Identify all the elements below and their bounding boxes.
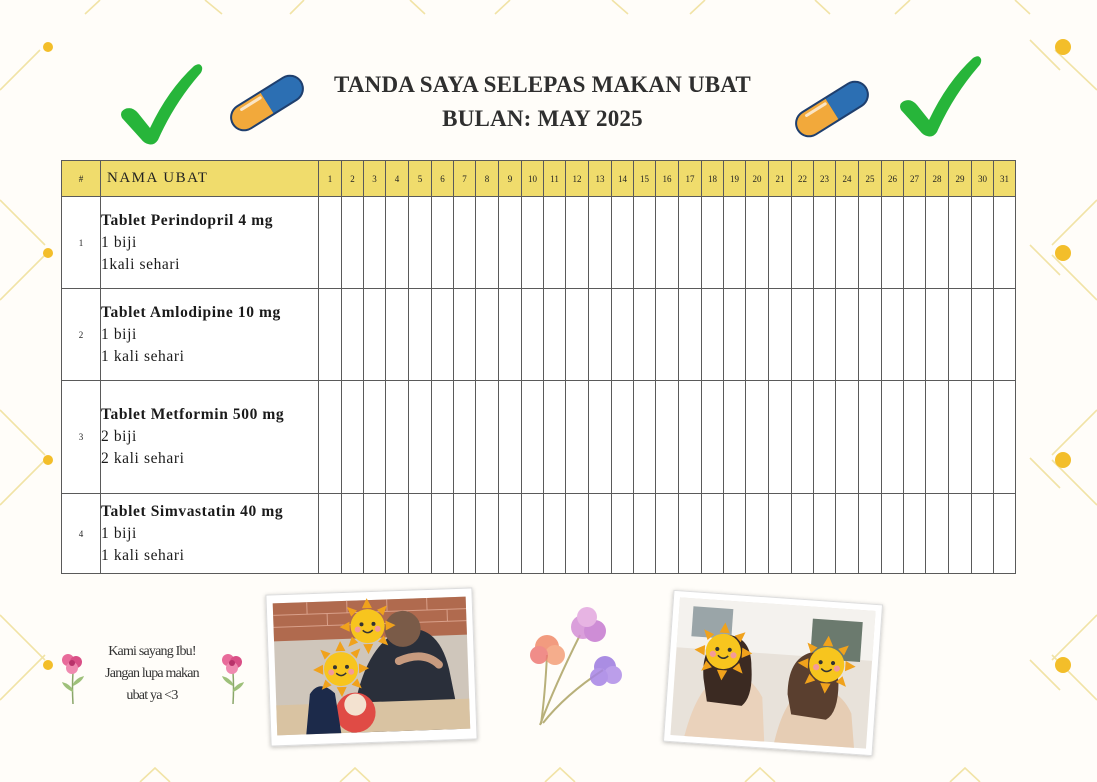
check-cell-day-3[interactable] xyxy=(364,494,386,574)
check-cell-day-17[interactable] xyxy=(679,494,702,574)
check-cell-day-25[interactable] xyxy=(859,197,882,289)
check-cell-day-13[interactable] xyxy=(589,289,612,381)
page-subtitle-month: BULAN: MAY 2025 xyxy=(442,106,643,131)
check-cell-day-20[interactable] xyxy=(746,381,769,494)
pill-capsule-icon xyxy=(787,76,877,142)
check-cell-day-3[interactable] xyxy=(364,289,386,381)
check-cell-day-30[interactable] xyxy=(972,494,994,574)
check-cell-day-31[interactable] xyxy=(994,289,1016,381)
check-cell-day-22[interactable] xyxy=(792,197,814,289)
check-cell-day-24[interactable] xyxy=(836,197,859,289)
check-cell-day-29[interactable] xyxy=(949,494,972,574)
check-cell-day-7[interactable] xyxy=(454,197,476,289)
check-cell-day-15[interactable] xyxy=(634,289,656,381)
check-cell-day-26[interactable] xyxy=(882,494,904,574)
check-cell-day-6[interactable] xyxy=(432,494,454,574)
medicine-dose: 1 biji xyxy=(101,524,137,542)
check-cell-day-30[interactable] xyxy=(972,289,994,381)
check-cell-day-18[interactable] xyxy=(702,381,724,494)
medicine-frequency: 1 kali sehari xyxy=(101,546,185,564)
check-cell-day-12[interactable] xyxy=(566,494,589,574)
check-cell-day-16[interactable] xyxy=(656,381,679,494)
header-day-19: 19 xyxy=(724,161,746,197)
check-cell-day-20[interactable] xyxy=(746,197,769,289)
check-cell-day-15[interactable] xyxy=(634,381,656,494)
check-cell-day-27[interactable] xyxy=(904,197,926,289)
check-cell-day-12[interactable] xyxy=(566,381,589,494)
header-day-25: 25 xyxy=(859,161,882,197)
check-cell-day-29[interactable] xyxy=(949,381,972,494)
check-cell-day-1[interactable] xyxy=(319,289,342,381)
check-cell-day-21[interactable] xyxy=(769,289,792,381)
check-cell-day-16[interactable] xyxy=(656,289,679,381)
header-day-4: 4 xyxy=(386,161,409,197)
check-cell-day-24[interactable] xyxy=(836,381,859,494)
check-cell-day-24[interactable] xyxy=(836,289,859,381)
header-day-29: 29 xyxy=(949,161,972,197)
medicine-frequency: 2 kali sehari xyxy=(101,450,185,467)
check-cell-day-28[interactable] xyxy=(926,197,949,289)
check-cell-day-14[interactable] xyxy=(612,197,634,289)
check-cell-day-23[interactable] xyxy=(814,381,836,494)
medicine-cell xyxy=(101,197,319,289)
check-cell-day-17[interactable] xyxy=(679,289,702,381)
medicine-frequency: 1kali sehari xyxy=(101,255,181,273)
check-cell-day-29[interactable] xyxy=(949,197,972,289)
flower-icon xyxy=(58,648,88,706)
check-cell-day-19[interactable] xyxy=(724,381,746,494)
header-day-2: 2 xyxy=(342,161,364,197)
check-cell-day-19[interactable] xyxy=(724,494,746,574)
check-cell-day-8[interactable] xyxy=(476,381,499,494)
check-cell-day-23[interactable] xyxy=(814,494,836,574)
header-day-18: 18 xyxy=(702,161,724,197)
check-cell-day-2[interactable] xyxy=(342,381,364,494)
check-cell-day-4[interactable] xyxy=(386,494,409,574)
check-cell-day-25[interactable] xyxy=(859,381,882,494)
check-cell-day-5[interactable] xyxy=(409,197,432,289)
header-day-5: 5 xyxy=(409,161,432,197)
check-cell-day-4[interactable] xyxy=(386,381,409,494)
check-cell-day-11[interactable] xyxy=(544,197,566,289)
check-cell-day-3[interactable] xyxy=(364,381,386,494)
check-cell-day-27[interactable] xyxy=(904,494,926,574)
flower-icon xyxy=(525,605,625,730)
medicine-name: Tablet Simvastatin 40 mg xyxy=(101,502,284,520)
family-photo-1 xyxy=(265,587,477,746)
check-cell-day-10[interactable] xyxy=(522,381,544,494)
check-cell-day-2[interactable] xyxy=(342,197,364,289)
sun-sticker-icon xyxy=(796,634,858,696)
header-day-23: 23 xyxy=(814,161,836,197)
check-cell-day-17[interactable] xyxy=(679,197,702,289)
family-photo-2 xyxy=(663,590,883,756)
check-cell-day-13[interactable] xyxy=(589,197,612,289)
header-day-16: 16 xyxy=(656,161,679,197)
check-cell-day-3[interactable] xyxy=(364,197,386,289)
medication-tracker-table xyxy=(61,160,1016,574)
header-day-21: 21 xyxy=(769,161,792,197)
check-cell-day-22[interactable] xyxy=(792,381,814,494)
medicine-dose: 1 biji xyxy=(101,233,137,251)
check-cell-day-21[interactable] xyxy=(769,494,792,574)
medicine-cell xyxy=(101,494,319,574)
check-cell-day-9[interactable] xyxy=(499,494,522,574)
check-cell-day-11[interactable] xyxy=(544,494,566,574)
sun-sticker-icon xyxy=(312,640,370,698)
check-cell-day-31[interactable] xyxy=(994,381,1016,494)
row-number: 3 xyxy=(62,381,101,494)
header-day-6: 6 xyxy=(432,161,454,197)
check-cell-day-22[interactable] xyxy=(792,494,814,574)
check-cell-day-10[interactable] xyxy=(522,494,544,574)
medicine-cell xyxy=(101,381,319,494)
header-number: # xyxy=(62,161,101,197)
check-cell-day-9[interactable] xyxy=(499,197,522,289)
check-cell-day-1[interactable] xyxy=(319,494,342,574)
header-day-20: 20 xyxy=(746,161,769,197)
check-cell-day-13[interactable] xyxy=(589,494,612,574)
check-cell-day-25[interactable] xyxy=(859,494,882,574)
check-cell-day-22[interactable] xyxy=(792,289,814,381)
check-cell-day-11[interactable] xyxy=(544,289,566,381)
header-day-13: 13 xyxy=(589,161,612,197)
check-cell-day-21[interactable] xyxy=(769,197,792,289)
check-cell-day-28[interactable] xyxy=(926,494,949,574)
check-cell-day-28[interactable] xyxy=(926,289,949,381)
check-cell-day-26[interactable] xyxy=(882,381,904,494)
check-cell-day-28[interactable] xyxy=(926,381,949,494)
header-day-27: 27 xyxy=(904,161,926,197)
medicine-dose: 1 biji xyxy=(101,325,137,343)
check-cell-day-14[interactable] xyxy=(612,289,634,381)
check-cell-day-11[interactable] xyxy=(544,381,566,494)
row-number: 1 xyxy=(62,197,101,289)
check-cell-day-7[interactable] xyxy=(454,289,476,381)
check-cell-day-16[interactable] xyxy=(656,197,679,289)
page-title: TANDA SAYA SELEPAS MAKAN UBAT xyxy=(334,72,751,97)
check-cell-day-19[interactable] xyxy=(724,197,746,289)
header-day-31: 31 xyxy=(994,161,1016,197)
header-day-1: 1 xyxy=(319,161,342,197)
medicine-dose: 2 biji xyxy=(101,428,137,445)
check-cell-day-1[interactable] xyxy=(319,381,342,494)
check-cell-day-2[interactable] xyxy=(342,289,364,381)
header-day-26: 26 xyxy=(882,161,904,197)
table-header-row xyxy=(62,161,1016,197)
medicine-name: Tablet Perindopril 4 mg xyxy=(101,211,274,229)
sun-sticker-icon xyxy=(692,621,754,683)
check-cell-day-5[interactable] xyxy=(409,494,432,574)
medicine-name: Tablet Amlodipine 10 mg xyxy=(101,303,281,321)
medicine-cell xyxy=(101,289,319,381)
check-cell-day-25[interactable] xyxy=(859,289,882,381)
check-cell-day-6[interactable] xyxy=(432,289,454,381)
header-day-17: 17 xyxy=(679,161,702,197)
check-cell-day-6[interactable] xyxy=(432,381,454,494)
header-day-12: 12 xyxy=(566,161,589,197)
check-cell-day-15[interactable] xyxy=(634,197,656,289)
check-cell-day-15[interactable] xyxy=(634,494,656,574)
check-cell-day-4[interactable] xyxy=(386,289,409,381)
check-cell-day-12[interactable] xyxy=(566,197,589,289)
header-day-14: 14 xyxy=(612,161,634,197)
check-cell-day-26[interactable] xyxy=(882,197,904,289)
check-cell-day-6[interactable] xyxy=(432,197,454,289)
note-line-3: ubat ya <3 xyxy=(126,688,178,703)
check-cell-day-14[interactable] xyxy=(612,494,634,574)
header-day-11: 11 xyxy=(544,161,566,197)
check-cell-day-8[interactable] xyxy=(476,289,499,381)
check-cell-day-8[interactable] xyxy=(476,494,499,574)
table-row xyxy=(62,197,1016,289)
row-number: 2 xyxy=(62,289,101,381)
row-number: 4 xyxy=(62,494,101,574)
check-cell-day-31[interactable] xyxy=(994,197,1016,289)
check-cell-day-20[interactable] xyxy=(746,289,769,381)
check-cell-day-31[interactable] xyxy=(994,494,1016,574)
check-cell-day-5[interactable] xyxy=(409,381,432,494)
check-cell-day-23[interactable] xyxy=(814,289,836,381)
check-cell-day-27[interactable] xyxy=(904,289,926,381)
check-cell-day-4[interactable] xyxy=(386,197,409,289)
check-cell-day-14[interactable] xyxy=(612,381,634,494)
check-cell-day-7[interactable] xyxy=(454,494,476,574)
table-row xyxy=(62,494,1016,574)
header-day-28: 28 xyxy=(926,161,949,197)
check-cell-day-18[interactable] xyxy=(702,197,724,289)
check-cell-day-27[interactable] xyxy=(904,381,926,494)
note-line-1: Kami sayang Ibu! xyxy=(108,644,196,659)
table-row xyxy=(62,289,1016,381)
flower-icon xyxy=(218,648,248,706)
table-row xyxy=(62,381,1016,494)
check-cell-day-19[interactable] xyxy=(724,289,746,381)
header-medicine-name: NAMA UBAT xyxy=(101,161,319,197)
check-cell-day-10[interactable] xyxy=(522,289,544,381)
check-cell-day-30[interactable] xyxy=(972,381,994,494)
check-mark-icon xyxy=(895,52,983,138)
check-cell-day-5[interactable] xyxy=(409,289,432,381)
header-day-24: 24 xyxy=(836,161,859,197)
check-cell-day-13[interactable] xyxy=(589,381,612,494)
check-cell-day-18[interactable] xyxy=(702,494,724,574)
check-cell-day-9[interactable] xyxy=(499,289,522,381)
header-day-8: 8 xyxy=(476,161,499,197)
header-day-30: 30 xyxy=(972,161,994,197)
message-note xyxy=(88,641,216,707)
check-cell-day-24[interactable] xyxy=(836,494,859,574)
check-cell-day-2[interactable] xyxy=(342,494,364,574)
check-cell-day-30[interactable] xyxy=(972,197,994,289)
header-day-7: 7 xyxy=(454,161,476,197)
header-day-3: 3 xyxy=(364,161,386,197)
check-cell-day-12[interactable] xyxy=(566,289,589,381)
medicine-name: Tablet Metformin 500 mg xyxy=(101,406,285,423)
check-cell-day-29[interactable] xyxy=(949,289,972,381)
header-day-22: 22 xyxy=(792,161,814,197)
note-line-2: Jangan lupa makan xyxy=(105,666,199,681)
check-cell-day-21[interactable] xyxy=(769,381,792,494)
check-cell-day-20[interactable] xyxy=(746,494,769,574)
header-day-10: 10 xyxy=(522,161,544,197)
check-cell-day-7[interactable] xyxy=(454,381,476,494)
header-day-15: 15 xyxy=(634,161,656,197)
check-cell-day-17[interactable] xyxy=(679,381,702,494)
check-cell-day-8[interactable] xyxy=(476,197,499,289)
check-cell-day-16[interactable] xyxy=(656,494,679,574)
check-cell-day-23[interactable] xyxy=(814,197,836,289)
check-cell-day-10[interactable] xyxy=(522,197,544,289)
check-cell-day-9[interactable] xyxy=(499,381,522,494)
check-cell-day-26[interactable] xyxy=(882,289,904,381)
medicine-frequency: 1 kali sehari xyxy=(101,347,185,365)
check-cell-day-18[interactable] xyxy=(702,289,724,381)
header-day-9: 9 xyxy=(499,161,522,197)
check-cell-day-1[interactable] xyxy=(319,197,342,289)
